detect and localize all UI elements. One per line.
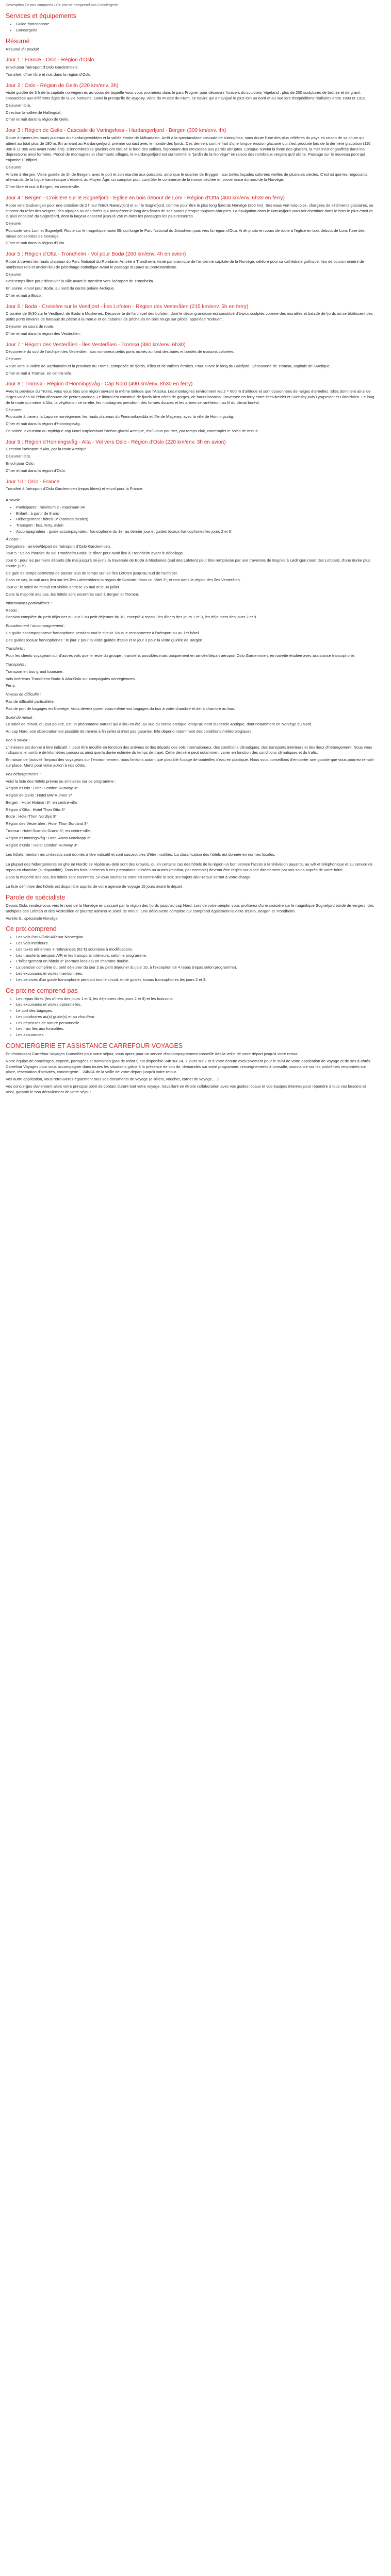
included-item: • Les excursions et visites mentionnées.	[16, 971, 375, 977]
note-body	[6, 699, 375, 712]
day-paragraph: Dîner et nuit dans la région d'Oslo.	[6, 468, 66, 473]
notes-intro: À savoir	[6, 498, 20, 503]
note-heading: Soleil de minuit :	[6, 715, 35, 720]
conciergerie-body	[6, 1052, 375, 1095]
day-paragraph: Route à travers les hauts plateaux du Hardangervidden et la vallée étroite de Måbødalen. Arrêt à la spectaculaire cascade de Vøringfoss, sans doute l'une des plus célèbres du pays en raison de sa chute qui atteint au total plus de 180 m. En arrivant au Hardangerfjord, premier contact avec le monde des fjords. Ces derniers sont le fruit d'une longue érosion glaciaire qui s'est produite lors de la dernière glaciation (110 000 à 11 000 ans avant notre ère). D'innombrables glaciers ont creusé le fond des vallées, façonnant des crevasses aux parois abruptes. Lorsque survint la fonte des glaciers, la mer s'est engouffrée dans les dépressions ainsi formées. Poncé de montagnes et charmants villages, le Hardangerfjord est surnommé le "jardin de la Norvège" en raison des nombreux vergers qu'il abrite. Passage sur le nouveau pont qui enjambe l'Eidfjord.	[6, 135, 371, 163]
service-item: • Concergerie	[16, 28, 375, 33]
note-body	[6, 722, 375, 735]
day-body	[6, 486, 375, 492]
conciergerie-paragraph: Vos autre application, vous retrouverez également tous vos documents de voyage (e-billets, voucher, carnet de voyage, ...).	[6, 1077, 220, 1082]
day-paragraph: Dîner libre et nuit à Bergen, en centre-ville.	[6, 184, 80, 190]
day-paragraph: Croisière de 3h30 sur le Vestfjord, de Bodø à Moskenes. Découverte de l'archipel des Lofoten, dont le décor grandiose est constitué d'à-pics sculptés comme des murailles et baladé de fjords où se blottissent des petits ports envahis de bateaux de pêche à la morue et de cabanes de pêcheurs en bois rouge sur pilotis, appelées "rorbuer".	[6, 311, 373, 322]
day-paragraph: Direction l'aéroport d'Alta, par la route Arctique.	[6, 447, 88, 452]
note-heading: Transports :	[6, 662, 26, 667]
day-paragraph: Envol pour l'aéroport d'Oslo Gardermoen.	[6, 65, 78, 70]
specialist-title: Parole de spécialiste	[6, 894, 66, 902]
day-title: Jour 8 : Tromsø - Région d'Honningsvåg - Cap Nord (490 km/env. 8h30 en ferry)	[6, 381, 193, 387]
day-paragraph: Déjeuner.	[6, 407, 23, 412]
note-line: Les hôtels mentionnés ci-dessus sont donnés à titre indicatif et sont susceptibles d'être modifiés. La classification des hôtels est donnée en normes locales.	[6, 852, 275, 857]
note-line: Bergen : Hotel Hotman 3*, en centre-ville.	[6, 800, 78, 805]
note-line: Repas :	[6, 607, 20, 613]
day-paragraph: En soirée, envol pour Bodø, au nord du cercle polaire Arctique.	[6, 286, 115, 291]
included-item: • La pension complète du petit déjeuner du jour 2 au petit déjeuner du jour 10, à l'exception de 4 repas (repas selon programme).	[16, 965, 375, 971]
not-included-item: • Les assurances.	[16, 1032, 375, 1038]
day-title: Jour 10 : Oslo - France	[6, 479, 60, 485]
day-body	[6, 90, 375, 123]
day-body	[6, 447, 375, 473]
day-paragraph: Dîner et nuit dans la région de Geilo.	[6, 117, 70, 122]
conciergerie-paragraph: Notre équipe de concierges, experte, partagées et humaines (pas de robot !) est disponible 24h sur 24, 7 jours sur 7 et à votre écoute exclusivement pour le suivi de votre application de voyage et de ses à-côtés. Carrefour Voyages pour vous accompagner dans toutes les situations grâce à la présence de son de, demandes sur votre programme, renseignements à consulté, assistance sur les problèmes rencontrés sur place, réservation d'activités, conciergerie... 24h/24 de la veille de votre départ jusqu'à votre retour.	[6, 1058, 371, 1075]
note-bullet: • Enfant : à partir de 8 ans	[16, 511, 375, 517]
note-line: La liste définitive des hôtels est disponible auprès de votre agence de voyage 15 jours avant le départ.	[6, 884, 184, 889]
note-heading: Informations particulières :	[6, 600, 52, 605]
day-body	[6, 311, 375, 336]
day-paragraph: Dîner et nuit à Tromsø, en centre-ville.	[6, 370, 73, 376]
not-included-item: • Le port des bagages.	[16, 1008, 375, 1014]
day-body	[6, 349, 375, 376]
note-line: Un guide accompagnateur francophone pendant tout le circuit. Vous le rencontrerez à l'aéroport ou au 1er hôtel.	[6, 630, 200, 635]
note-line: Région d'Otta : Hotel Thon Otta 3*	[6, 807, 66, 812]
note-line: Ce gain de temps permettra de passer plus de temps sur les îles Lofoten jusqu'au sud de l'archipel.	[6, 570, 178, 575]
day-paragraph: Route vers la vallée de Bardudalen et la province du Troms, composée de fjords, d'îles et de vallées étroites. Pour suivre le long du Balsfjord. Découverte de Tromsø, capitale de l'Arctique.	[6, 363, 331, 368]
day-paragraph: Déjeuner.	[6, 164, 23, 170]
not-included-item: • Les excursions et visites optionnelles.	[16, 1002, 375, 1008]
conciergerie-paragraph: En choisissant Carrefour Voyages Conseiller pour votre séjour, vous optez pour un service d'accompagnement conseillé dès la veille de votre départ jusqu'à votre retour.	[6, 1052, 299, 1057]
day-title: Jour 4 : Bergen - Croisière sur le Sognefjord - Église en bois debout de Lom - Région d'Otta (400 km/env. 6h30 en ferry)	[6, 195, 285, 201]
note-line: Obligatoire : arrivée/départ de l'aéroport d'Oslo Gardermoen.	[6, 544, 111, 549]
note-body	[6, 669, 375, 689]
day-paragraph: Route vers Gudvangen pour une croisière de 2 h sur l'étroit Nærøyfjord et sur le Sognefjord, comme pour être le plus long fjord de Norvège (200 km). Ses eaux vert turquoise, chargées de sédiments glaciaires, se citorent du reflet des vergers, des alpages ou des forêts qui prospèrent le long des flancs de ses parois presque toujours abruptes. La navigation dans le Nærøyfjord vous fait cheminer dans le bras le plus étroit et le plus encaissé du Sognefjord, dont la largeur descend jusqu'à 250 m dans les passages les plus resserrés.	[6, 202, 373, 219]
day-paragraph: Déjeuner libre.	[6, 103, 31, 108]
note-line: Voici la liste des hôtels prévus ou similaires sur ce programme :	[6, 778, 116, 784]
included-list	[6, 935, 375, 982]
day-paragraph: Dîner et nuit dans la région d'Honningsvåg.	[6, 421, 81, 427]
note-line: Bodø : Hotel Thon Nordlys 3*	[6, 814, 57, 819]
note-line: Dans la majorité des cas, les hôtels sont excentrés sauf à Bergen et Tromsø.	[6, 592, 139, 597]
day-paragraph: Déjeuner en cours de route.	[6, 324, 55, 329]
note-body	[6, 745, 375, 769]
day-title: Jour 2 : Oslo - Région de Geilo (220 km/env. 3h)	[6, 82, 119, 89]
services-list	[6, 22, 375, 33]
specialist-text: Depuis Oslo, rendez-vous vers le nord de la Norvège en passant par la région des fjords jusqu'au cap Nord. Lors de votre périple, vous profiterez d'une croisière sur le magnifique Sognefjord bordé de vergers, des archipels des Lofoten et des Vesterålen et pourrez admirer le soleil de minuit. Une découverte complète qui comprend également la visite d'Oslo, Bergen et Trondheim.	[6, 903, 374, 914]
conciergerie-title: CONCIERGERIE ET ASSISTANCE CARREFOUR VOYAGES	[6, 1042, 183, 1050]
note-bullet: • Accompagnateur : guide accompagnateur francophone du 1er au dernier jour et guides locaux francophones les jours 2 et 3	[16, 529, 375, 535]
day-paragraph: Découverte du sud de l'archipel des Vesterålen, aux nombreux petits ports nichés au fond des baies et bordés de maisons colorées.	[6, 349, 235, 354]
day-paragraph: Avec la province du Troms, vous vous êtes une région ouvrant la même latitude que l'Alaska. Les montagnes environnent les 2 = 600 m d'altitude et sont couronnées de neiges éternelles. Elles dominent ainsi de larges vallées où l'élan découvre de petites prairies. Le littoral est constitué de fjords bien côtés de gorges, de hauts bassins. Traversée en ferry entre Breivikeidet et Svensby puis Lyngseidet et Olderdalen. Le long de la route qui mène à Alta, la végétation se rarefie, les montagnes prendront des formes douces et les arbres se raréfieront au fil du climat boréal.	[6, 389, 374, 405]
included-item: • Les vols intérieurs.	[16, 941, 375, 946]
note-body	[6, 544, 375, 598]
day-body	[6, 389, 375, 434]
day-paragraph: En soirée, excursion au mythique cap Nord surplombant l'océan glacial Arctique, d'où vous pourrez, par temps clair, contempler le soleil de minuit.	[6, 428, 259, 433]
included-item: • Les services d'un guide francophone pendant tout le circuit, et de guides locaux francophones les jours 2 et 3.	[16, 977, 375, 983]
day-body	[6, 135, 375, 190]
included-item: • Les transferts aéroport A/R et les transports intérieurs, selon le programme.	[16, 953, 375, 959]
note-line: Vols intérieurs Trondheim-Bodø & Alta-Oslo sur compagnies norvégiennes.	[6, 676, 136, 681]
notes-bullets	[6, 505, 375, 535]
day-paragraph: Transfert, dîner libre et nuit dans la région d'Oslo.	[6, 72, 92, 77]
note-line: Au cap Nord, son observation est possible de mi-mai à fin juillet si n'est pas garantie. Elle dépend notamment des conditions météorologiques.	[6, 729, 253, 734]
note-body	[6, 608, 375, 621]
note-line: Région d'Honningsvåg : Hotel Arran Nordkapp 3*	[6, 835, 91, 840]
conciergerie-paragraph: Vos concierges deviennent alors votre principal point de contact durant tout votre voyage, travaillant en étroite collaboration avec vos guides locaux et vos équipes internes pour répondre à tous vos besoins et ainsi, garantir le bon déroulement de votre séjour.	[6, 1083, 366, 1094]
note-heading: Niveau de difficulté :	[6, 692, 41, 697]
note-line: En raison de l'activité l'impact des voyageurs sur l'environnement, nous limitons autant que possible l'usage de bouteilles d'eau en plastique. Nous vous conseillons d'emporter une gourde que vous pourrez remplir sur place. Merci pour votre action à nos côtés.	[6, 757, 374, 768]
day-paragraph: Dîner et nuit dans la région des Vesterålen.	[6, 331, 81, 336]
day-title: Jour 1 : France - Oslo - Région d'Oslo	[6, 57, 94, 63]
note-bullet: • Transport : bus, ferry, avion	[16, 523, 375, 529]
day-body	[6, 259, 375, 299]
day-paragraph: Transfert à l'aéroport d'Oslo Gardermoen (repas libres) et envol pour la France.	[6, 486, 143, 492]
included-title: Ce prix comprend	[6, 925, 57, 933]
note-line: Des guides locaux francophones : le jour 2 pour la visite guidée d'Oslo et le jour 3 pour la visite guidée de Bergen.	[6, 637, 204, 642]
day-paragraph: Route à travers les hauts plateaux du Parc National du Rondane. Arrivée à Trondheim, visite panoramique de l'ancienne capitale de la Norvège, célèbre pour sa cathédrale gothique, lieu de couronnement de nombreux rois et ancien lieu de pèlerinage catholique avant le passage du pays au protestantisme.	[6, 259, 364, 269]
not-included-item: • Les frais liés aux formalités.	[16, 1026, 375, 1032]
day-paragraph: Dîner et nuit à Bodø.	[6, 293, 42, 298]
not-included-item: • Les dépenses de nature personnelle.	[16, 1021, 375, 1026]
note-line: Région des Vesterålen : Hotel Thon Sortland 3*	[6, 821, 88, 826]
note-line: Pas de difficulté particulière.	[6, 699, 55, 704]
notes-sections	[6, 537, 375, 890]
note-line: Région d'Oslo : Hotel Comfort Runway 3*	[6, 786, 78, 791]
note-line: Région d'Oslo : Hotel Comfort Runway 3*	[6, 842, 78, 848]
product-page	[0, 0, 380, 1102]
day-title: Jour 9 : Région d'Honningsvåg - Alta - Vol vers Oslo - Région d'Oslo (220 km/env. 3h en avion)	[6, 439, 226, 445]
service-item: • Guide francophone	[16, 22, 375, 27]
specialist-signature: Aurélie S., spécialiste Norvège	[6, 916, 58, 921]
note-line: Ferry.	[6, 683, 16, 688]
note-line: Pour les clients voyageant sur d'autres vols que le reste du groupe : transferts possibles mais uniquement en arrivée/départ aéroport Oslo Gardermoen, en navette étudiée avec assistance francophone.	[6, 653, 355, 658]
resume-text: Résumé du produit	[6, 46, 39, 52]
note-line: Le soleil de minuit, ou jour polaire, est un phénomène naturel qui a lieu en été, au sud du cercle arctique lorsqu'au nord du cercle Arctique, dont notamment en Norvège du Nord.	[6, 722, 313, 727]
itinerary	[6, 57, 375, 492]
note-bullet: • Participants : minimum 2 - maximum 34	[16, 505, 375, 511]
not-included-item: • Les repas libres (les dîners des jours 1 et 3, les déjeuners des jours 2 et 9) et les boissons.	[16, 996, 375, 1002]
note-bullet: • Hébergement : hôtels 3* (normes locales)	[16, 517, 375, 522]
note-heading: Encadrement / accompagnement :	[6, 623, 66, 629]
resume-title: Résumé	[6, 37, 30, 45]
note-line: Jour 6 : pour les premiers départs (de mai jusqu'à mi-juin), la traversée de Bodø à Moskenes (sud des Lofoten) peut être remplacée par une traversée de Bognes à Lødingen (nord des Lofoten), d'une durée plus courte (1 h).	[6, 558, 370, 568]
day-paragraph: Poursuite à travers la Laponie norvégienne, les hauts plateaux du Finnmarksvidda et l'île de Magerøy, avec la ville de Honningsvåg.	[6, 414, 234, 419]
note-line: Jour 8 : le soleil de minuit est visible entre le 15 mai et le 30 juillet.	[6, 585, 121, 590]
note-line: Dans la majorité des cas, les hôtels sont excentrés. Si vous souhaitez sortir en centre-ville le soir, les trajets aller-retour seront à votre charge.	[6, 874, 252, 879]
not-included-item: • Les pourboires au(x) guide(s) et au chauffeur.	[16, 1014, 375, 1020]
breadcrumb[interactable]: Description Ce prix comprend / Ce prix ne comprend pas Conciergerie	[6, 4, 118, 7]
note-heading: À noter :	[6, 536, 21, 541]
note-line: Transport en bus grand tourisme.	[6, 669, 63, 674]
day-paragraph: Envol pour Oslo.	[6, 461, 35, 466]
note-body	[6, 653, 375, 659]
day-paragraph: Dîner et nuit dans la région d'Otta.	[6, 241, 66, 246]
note-line: Tromsø : Hotel Scandic Grand 3*, en centre-ville.	[6, 828, 91, 833]
day-title: Jour 3 : Région de Geilo - Cascade de Vøringsfoss - Hardangerfjord - Bergen (300 km/env. 4h)	[6, 128, 226, 134]
note-line: Région de Geilo : Hotel BW Rumen 3*	[6, 793, 72, 798]
day-paragraph: Arrivée à Bergen. Visite guidée de 2h de Bergen, avec le port et son marché aux poissons, ainsi que le quartier de Bryggen, aux belles façades colorées vieilles de plusieurs siècles. C'est ici que les négociants allemands de la Ligue hanséatique s'étaient, au Moyen Âge, un comptoir pour contrôler le commerce de la morue séchée en provenance du nord de la Norvège.	[6, 172, 368, 182]
included-item: • Les vols Paris/Oslo A/R sur Norwegian.	[16, 935, 375, 940]
note-heading: Transferts :	[6, 646, 25, 651]
day-paragraph: Direction la vallée de Hallingdal.	[6, 110, 62, 115]
day-paragraph: Petit temps libre pour découvrir la ville avant le transfert vers l'aéroport de Trondheim.	[6, 279, 154, 284]
note-body	[6, 779, 375, 890]
day-paragraph: Déjeuner libre.	[6, 454, 31, 459]
note-line: Dans ce cas, la nuit aura lieu sur les îles Lofoten/dans la région de Svolvær, dans un hôtel 3*, et non dans la région des îles Vesterålen.	[6, 578, 241, 583]
note-line: Jour 5 : Selon l'horaire du vol Trondheim-Bodø, le dîner peut avoir lieu à Trondheim avant le décollage.	[6, 551, 184, 556]
day-title: Jour 7 : Région des Vesterålen - Îles Vesterålen - Tromsø (380 km/env. 6h30)	[6, 342, 186, 348]
day-paragraph: Poursuite vers Lom et Sognefjell. Route sur le magnifique route 55, qui longe le Parc National du Jotunheim puis vers la région d'Otta. Arrêt photo en cours de route à l'église en bois debout de Lom, l'une des mieux conservées de Norvège.	[6, 228, 365, 239]
not-included-list	[6, 996, 375, 1038]
day-paragraph: Déjeuner.	[6, 272, 23, 277]
day-paragraph: Déjeuner.	[6, 357, 23, 362]
included-item: • L'hébergement en hôtels 3* (normes locales) en chambre double.	[16, 959, 375, 964]
day-paragraph: Visite guidée de 3 h de la capitale norvégienne, au cours de laquelle vous vous promenez dans le parc Frogner pour découvrir l'univers du sculpteur Vigeland : plus de 200 sculptures de bronze et de granit consacrées aux différents âges de la vie humaine. Dans la presqu'île de Bygdøy, visite du musée du Fram, ce navire qui a navigué le plus loin au nord et au sud lors d'expéditions réalisées entre 1893 et 1912.	[6, 90, 367, 101]
note-line: La plupart des hébergements en gîte en Nordic se répète au-delà sont des urbains, ou en certains cas des hôtels de la région un bon service l'accès à la télévision payante, au wifi et téléphonique et au service de repas en chambre (si disponible). Tous les frais inhérents à ces prestations utilisées ou autres (minibar, par exemple) devront être réglés sur place directement par vos soins auprès de votre hôtel.	[6, 862, 373, 872]
not-included-title: Ce prix ne comprend pas	[6, 987, 78, 994]
day-title: Jour 6 : Bodø - Croisière sur le Vestfjord - Îles Lofoten - Région des Vesterålen (215 km/env. 5h en ferry)	[6, 303, 249, 310]
day-title: Jour 5 : Région d'Otta - Trondheim - Vol pour Bodø (260 km/env. 4h en avion)	[6, 251, 186, 258]
note-line: Pas de port de bagages en Norvège. Vous devrez porter vous-même vos bagages du bus à votre chambre et de la chambre au bus.	[6, 706, 235, 711]
day-body	[6, 65, 375, 78]
note-body	[6, 631, 375, 643]
included-item: • Les taxes aériennes + redevances (62 €) soumises à modifications.	[16, 947, 375, 953]
note-heading: Vos hébergements :	[6, 771, 41, 776]
note-line: Pension complète du petit déjeuner du jour 2 au petit déjeuner du 10, excepté 4 repas : les dîners des jours 1 et 3, les déjeuners des jours 2 et 9.	[6, 615, 257, 620]
note-heading: Bon à savoir :	[6, 737, 30, 742]
day-body	[6, 203, 375, 246]
services-title: Services et équipements	[6, 12, 76, 20]
note-line: L'itinéraire est donné à titre indicatif. Il peut être modifié en fonction des arrivées et des départs des vols internationaux, des conditions climatiques, des transports intérieurs et des lieux d'hébergement. Nous vous indiquons le nombre de kilomètres parcourus ainsi que la durée estimée du temps de trajet. Cette dernière peut notamment varier en fonction des conditions climatiques et du trafic.	[6, 744, 372, 755]
day-paragraph: Déjeuner.	[6, 221, 23, 226]
